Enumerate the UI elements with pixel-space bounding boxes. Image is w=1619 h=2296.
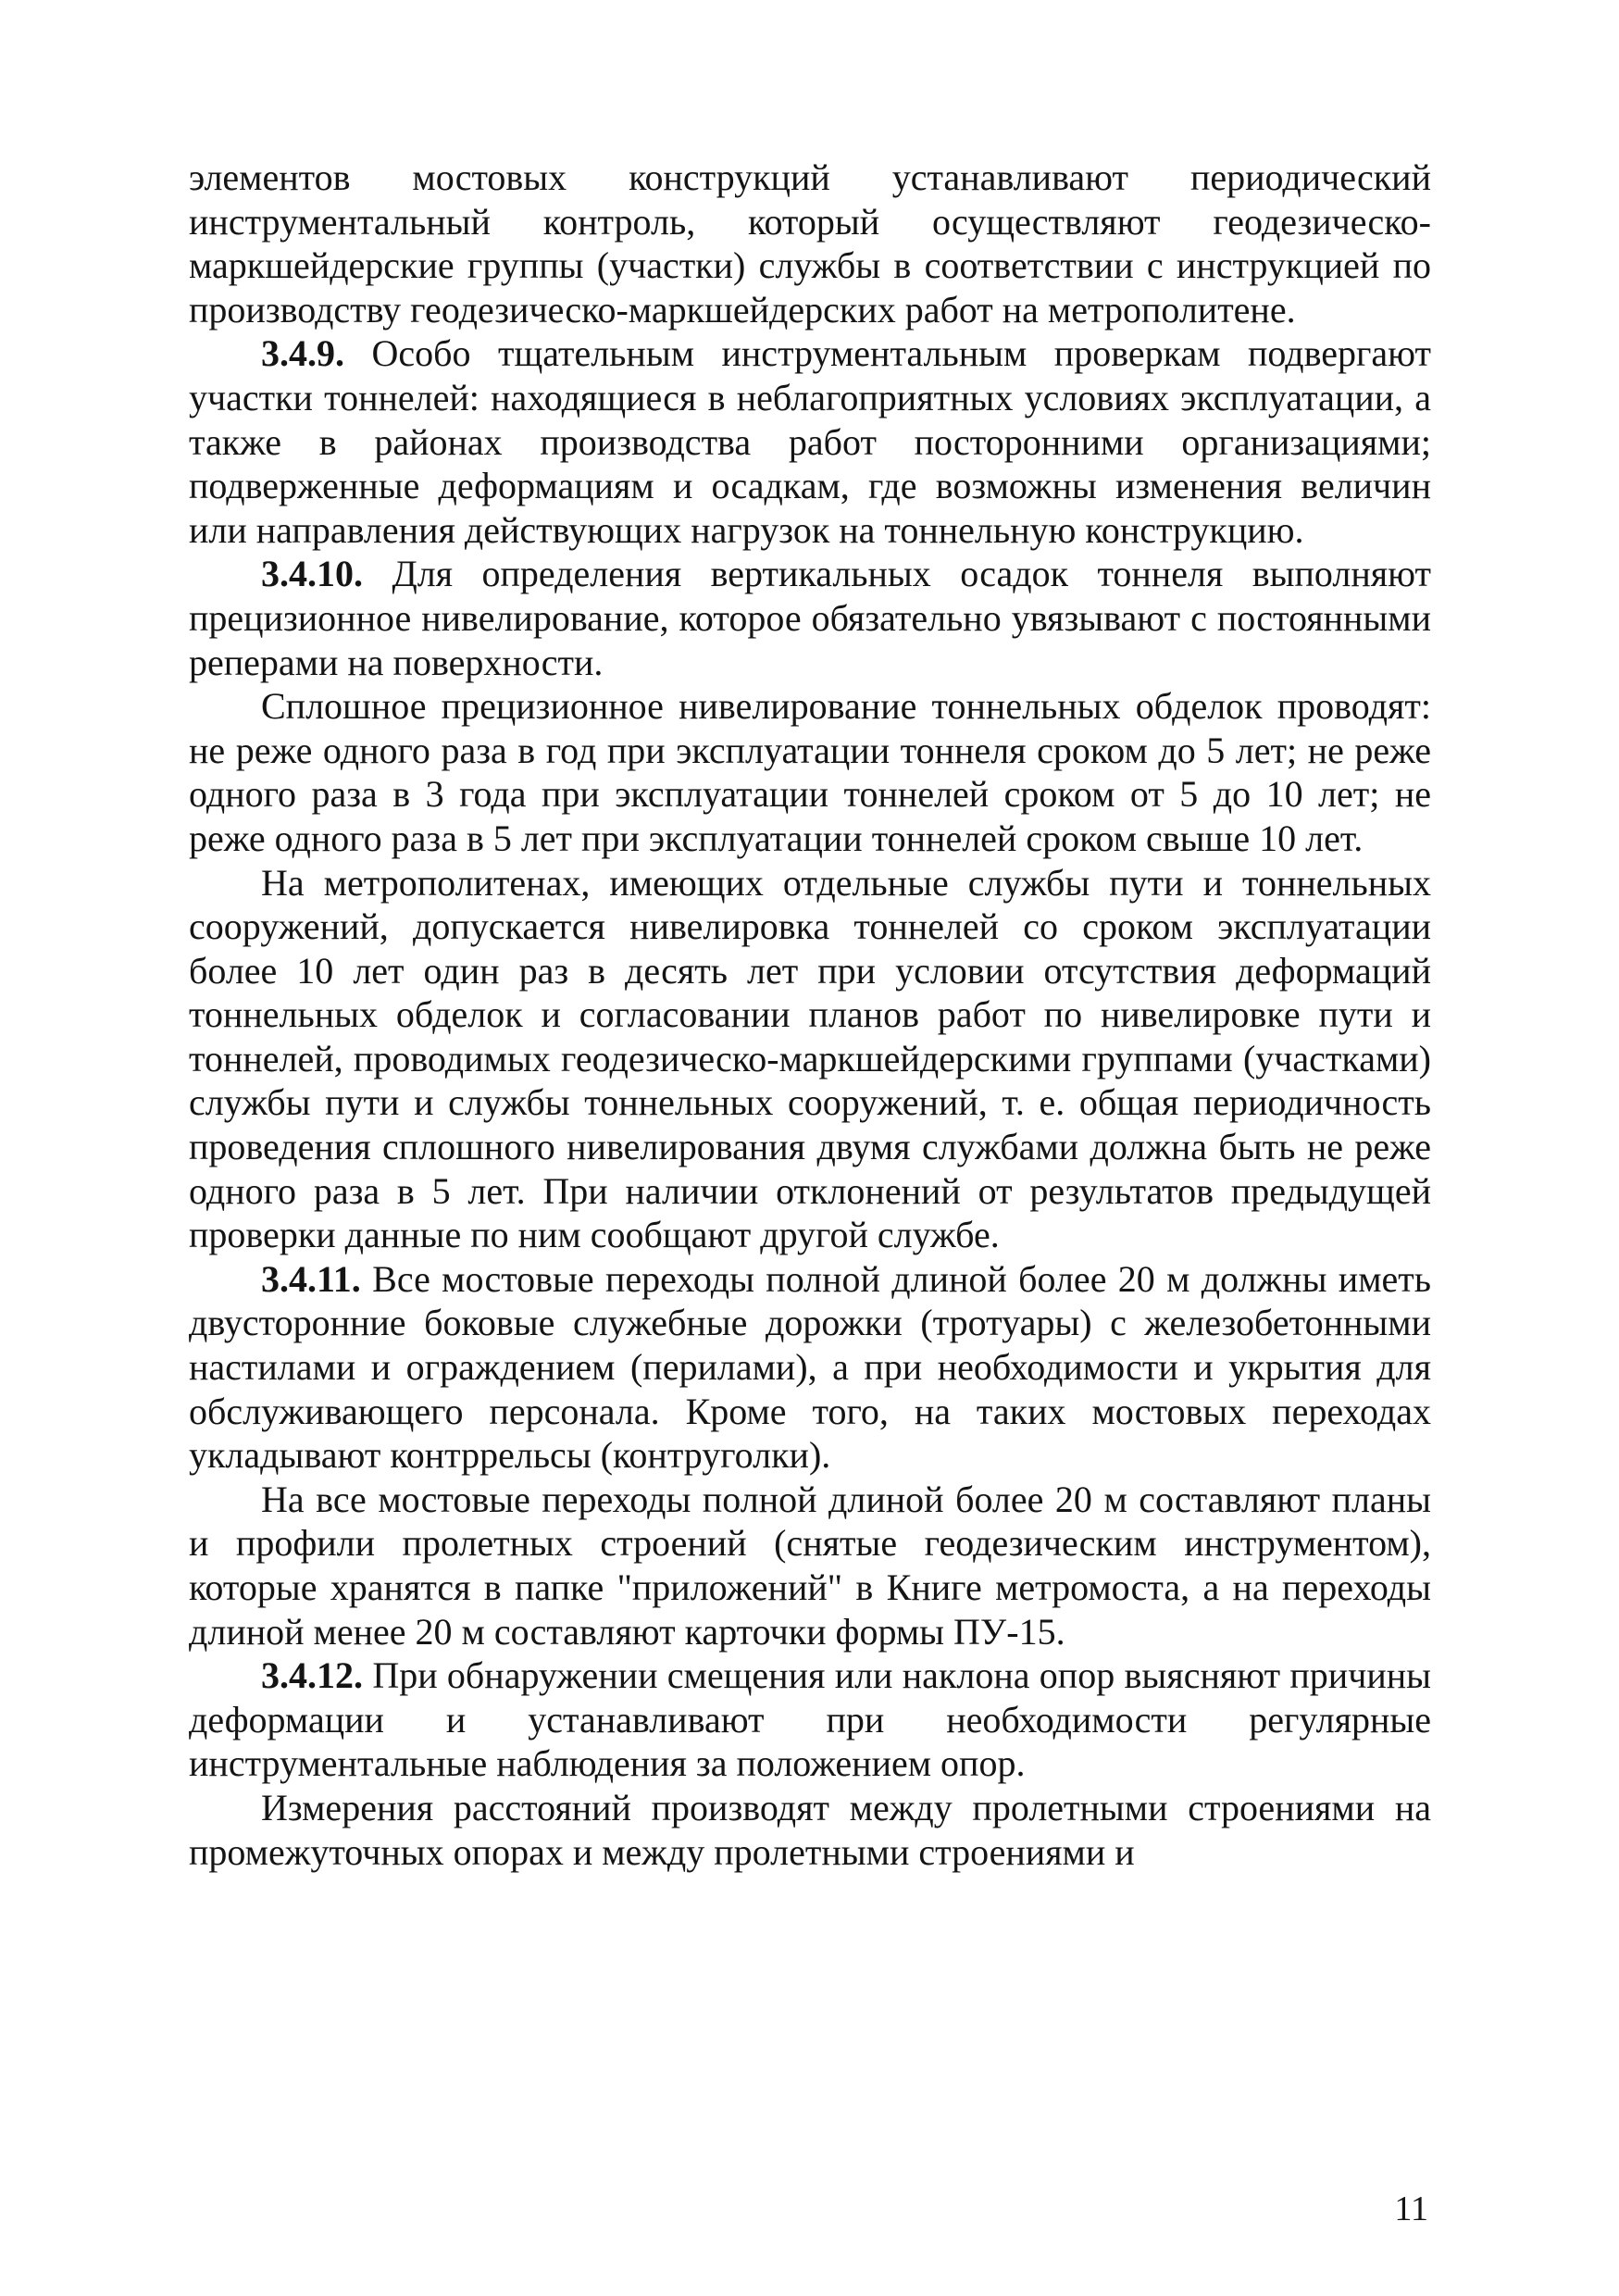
paragraph-text: Для определения вертикальных осадок тоннеля выполняют прецизионное нивелирование, которое обязательно увязывают с постоянными реперами на поверхности. <box>189 553 1432 683</box>
paragraph-distance-measurements <box>189 1786 1431 1874</box>
paragraph-continuation <box>189 156 1431 331</box>
section-number: 3.4.10. <box>261 553 363 595</box>
paragraph-text: Сплошное прецизионное нивелирование тоннельных обделок проводят: не реже одного раза в год при эксплуатации тоннеля сроком до 5 лет; не реже одного раза в 3 года при эксплуатации тоннелей сроком от 5 до 10 лет; не реже одного раза в 5 лет при эксплуатации тоннелей сроком свыше 10 лет. <box>189 685 1431 859</box>
page-number: 11 <box>1394 2190 1428 2228</box>
section-number: 3.4.11. <box>261 1257 361 1300</box>
paragraph-text: Особо тщательным инструментальным проверкам подвергают участки тоннелей: находящиеся в неблагоприятных условиях эксплуатации, а также в районах производства работ посторонними организациями; подверженные деформациям и осадкам, где возможны изменения величин или направления действующих нагрузок на тоннельную конструкцию. <box>189 332 1432 551</box>
paragraph-text: При обнаружении смещения или наклона опор выясняют причины деформации и устанавливают при необходимости регулярные инструментальные наблюдения за положением опор. <box>189 1654 1432 1785</box>
paragraph-bridge-plans <box>189 1478 1431 1653</box>
paragraph-text: Все мостовые переходы полной длиной более 20 м должны иметь двусторонние боковые служебные дорожки (тротуары) с железобетонными настилами и ограждением (перилами), а при необходимости и укрытия для обслуживающего персонала. Кроме того, на таких мостовых переходах укладывают контррельсы (контруголки). <box>189 1257 1431 1477</box>
paragraph-3-4-11 <box>189 1257 1431 1478</box>
paragraph-3-4-9 <box>189 331 1431 552</box>
paragraph-text: Измерения расстояний производят между пролетными строениями на промежуточных опорах и между пролетными строениями и <box>189 1786 1431 1873</box>
paragraph-3-4-10 <box>189 552 1431 684</box>
paragraph-text: На метрополитенах, имеющих отдельные службы пути и тоннельных сооружений, допускается нивелировка тоннелей со сроком эксплуатации более 10 лет один раз в десять лет при условии отсутствия деформаций тоннельных обделок и согласовании планов работ по нивелировке пути и тоннелей, проводимых геодезическо-маркшейдерскими группами (участками) службы пути и службы тоннельных сооружений, т. е. общая периодичность проведения сплошного нивелирования двумя службами должна быть не реже одного раза в 5 лет. При наличии отклонений от результатов предыдущей проверки данные по ним сообщают другой службе. <box>189 861 1431 1256</box>
paragraph-3-4-12 <box>189 1653 1431 1786</box>
paragraph-leveling-schedule <box>189 684 1431 860</box>
paragraph-text: элементов мостовых конструкций устанавливают периодический инструментальный контроль, который осуществляют геодезическо-маркшейдерские группы (участки) службы в соответствии с инструкцией по производству геодезическо-маркшейдерских работ на метрополитене. <box>189 156 1431 331</box>
section-number: 3.4.9. <box>261 332 344 375</box>
paragraph-metro-services <box>189 861 1431 1257</box>
paragraph-text: На все мостовые переходы полной длиной более 20 м составляют планы и профили пролетных строений (снятые геодезическим инструментом), которые хранятся в папке "приложений" в Книге метромоста, а на переходы длиной менее 20 м составляют карточки формы ПУ-15. <box>189 1478 1431 1653</box>
section-number: 3.4.12. <box>261 1654 363 1697</box>
document-page <box>189 156 1431 1874</box>
